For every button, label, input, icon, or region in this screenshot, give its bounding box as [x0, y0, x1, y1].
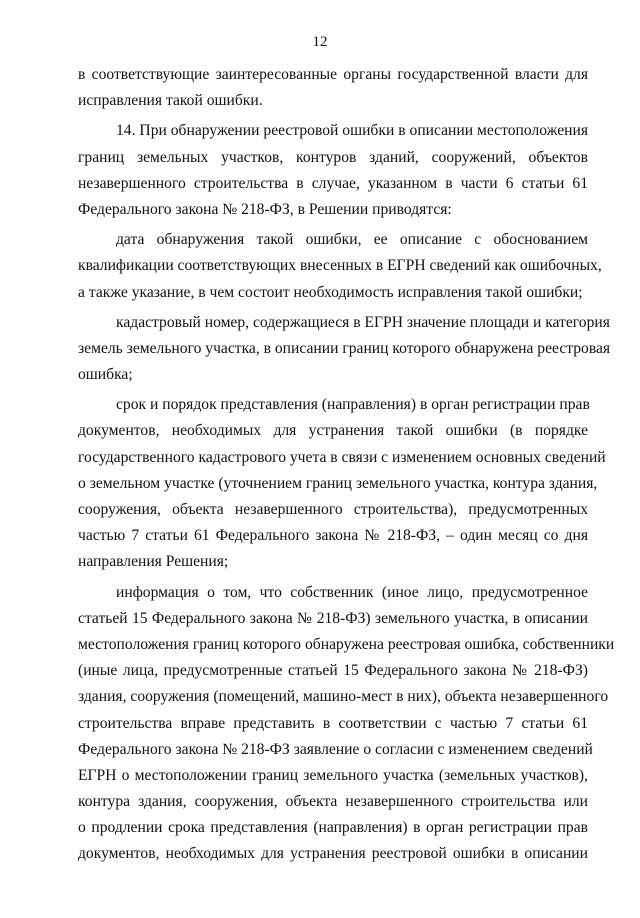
- text-line: ошибка;: [78, 366, 133, 384]
- text-line: направления Решения;: [78, 553, 229, 571]
- text-line: дата обнаружения такой ошибки, ее описание с обоснованием: [116, 231, 588, 249]
- paragraph: [78, 392, 606, 575]
- text-line: контура здания, сооружения, объекта незавершенного строительства или: [78, 793, 588, 811]
- text-line: квалификации соответствующих внесенных в ЕГРН сведений как ошибочных,: [78, 257, 602, 275]
- text-line: здания, сооружения (помещений, машино-мест в них), объекта незавершенного: [78, 688, 609, 706]
- text-line: о земельном участке (уточнением границ земельного участка, контура здания,: [78, 474, 598, 492]
- text-line: исправления такой ошибки.: [78, 92, 263, 110]
- text-line: информация о том, что собственник (иное лицо, предусмотренное: [116, 583, 588, 601]
- text-line: а также указание, в чем состоит необходимость исправления такой ошибки;: [78, 283, 583, 301]
- text-line: о продлении срока представления (направления) в орган регистрации прав: [78, 819, 588, 837]
- text-line: (иные лица, предусмотренные статьей 15 Федерального закона № 218-ФЗ): [78, 662, 588, 680]
- text-line: документов, необходимых для устранения реестровой ошибки в описании: [78, 845, 588, 863]
- paragraph: [78, 227, 602, 306]
- text-line: документов, необходимых для устранения такой ошибки (в порядке: [78, 422, 588, 440]
- text-line: земель земельного участка, в описании границ которого обнаружена реестровая: [78, 339, 611, 357]
- paragraph: [78, 62, 588, 114]
- text-line: частью 7 статьи 61 Федерального закона № 218-ФЗ, – один месяц со дня: [78, 527, 588, 545]
- text-line: Федерального закона № 218-ФЗ заявление о согласии с изменением сведений: [78, 740, 593, 758]
- text-line: в соответствующие заинтересованные органы государственной власти для: [78, 66, 588, 83]
- text-line: 14. При обнаружении реестровой ошибки в описании местоположения: [116, 122, 588, 140]
- text-line: незавершенного строительства в случае, указанном в части 6 статьи 61: [78, 174, 588, 192]
- text-line: статьей 15 Федерального закона № 218-ФЗ) земельного участка, в описании: [78, 609, 588, 627]
- text-line: сооружения, объекта незавершенного строительства), предусмотренных: [78, 501, 588, 518]
- text-line: строительства вправе представить в соответствии с частью 7 статьи 61: [78, 714, 588, 732]
- text-line: ЕГРН о местоположении границ земельного участка (земельных участков),: [78, 766, 588, 784]
- text-line: срок и порядок представления (направления) в орган регистрации прав: [116, 396, 590, 414]
- paragraph: [78, 118, 588, 223]
- paragraph: [78, 580, 615, 868]
- document-body: [78, 62, 615, 868]
- page-number: 12: [312, 34, 328, 50]
- text-line: кадастровый номер, содержащиеся в ЕГРН значение площади и категория: [116, 313, 610, 331]
- text-line: государственного кадастрового учета в связи с изменением основных сведений: [78, 448, 606, 466]
- text-line: Федерального закона № 218-ФЗ, в Решении приводятся:: [78, 200, 452, 218]
- paragraph: [78, 310, 611, 389]
- text-line: местоположения границ которого обнаружена реестровая ошибка, собственники: [78, 635, 615, 653]
- text-line: границ земельных участков, контуров зданий, сооружений, объектов: [78, 148, 588, 166]
